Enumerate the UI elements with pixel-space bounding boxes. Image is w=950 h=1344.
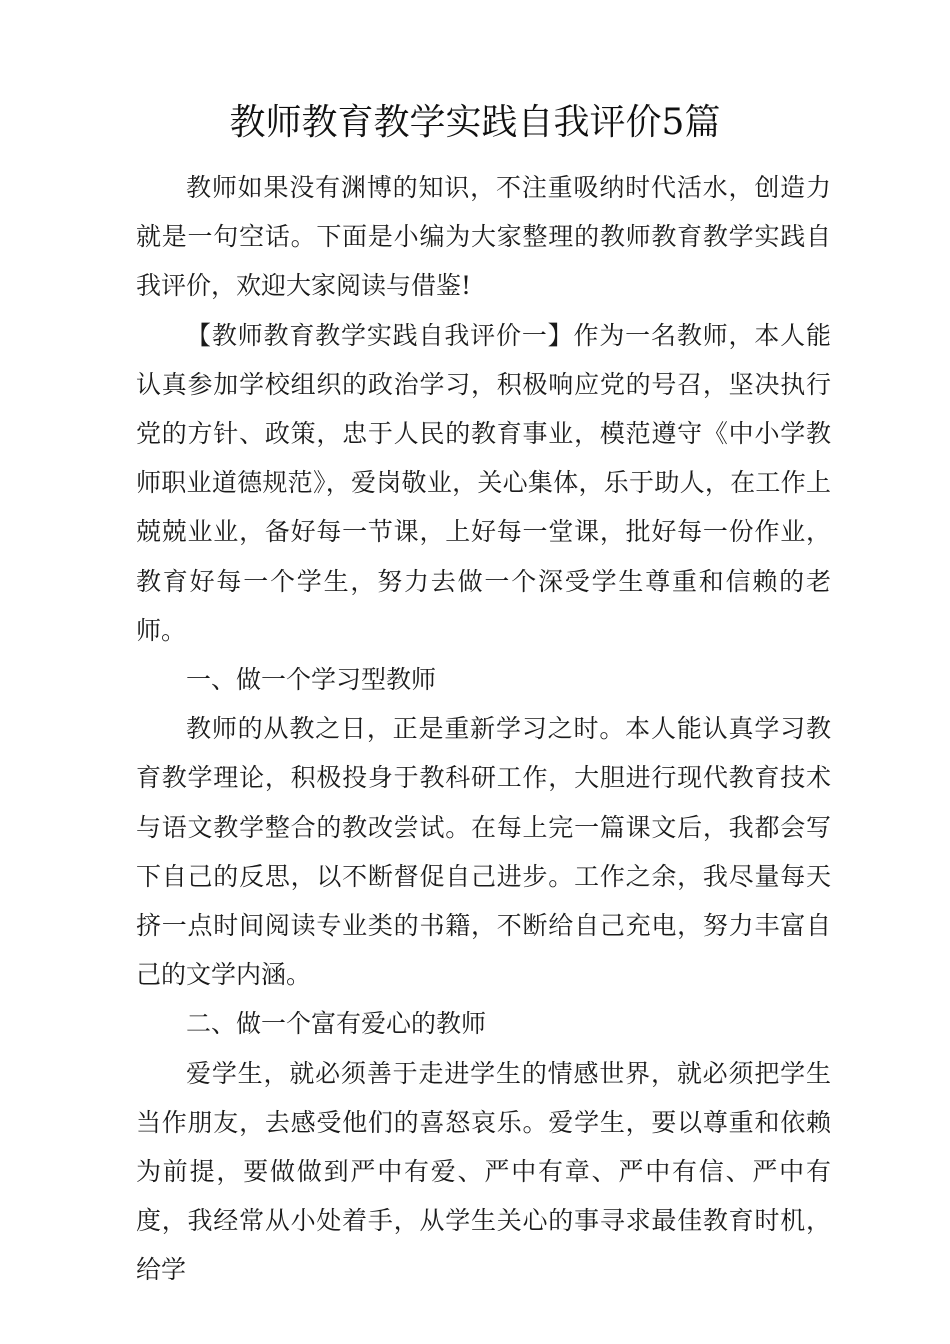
section-heading-learning-teacher: 一、做一个学习型教师 — [186, 665, 437, 695]
intro-paragraph: 教师如果没有渊博的知识，不注重吸纳时代活水，创造力就是一句空话。下面是小编为大家整理的教师教育教学实践自我评价，欢迎大家阅读与借鉴! — [136, 173, 831, 301]
document-title: 教师教育教学实践自我评价5篇 — [229, 102, 721, 143]
document-body — [136, 163, 831, 1295]
learning-teacher-paragraph: 教师的从教之日，正是重新学习之时。本人能认真学习教育教学理论，积极投身于教科研工作，大胆进行现代教育技术与语文教学整合的教改尝试。在每上完一篇课文后，我都会写下自己的反思，以不断督促自己进步。工作之余，我尽量每天挤一点时间阅读专业类的书籍，不断给自己充电，努力丰富自己的文学内涵。 — [136, 714, 831, 990]
evaluation-one-paragraph: 【教师教育教学实践自我评价一】作为一名教师，本人能认真参加学校组织的政治学习，积极响应党的号召，坚决执行党的方针、政策，忠于人民的教育事业，模范遵守《中小学教师职业道德规范》，爱岗敬业，关心集体，乐于助人，在工作上兢兢业业，备好每一节课，上好每一堂课，批好每一份作业，教育好每一个学生，努力去做一个深受学生尊重和信赖的老师。 — [136, 320, 831, 645]
caring-teacher-paragraph: 爱学生，就必须善于走进学生的情感世界，就必须把学生当作朋友，去感受他们的喜怒哀乐。爱学生，要以尊重和依赖为前提，要做做到严中有爱、严中有章、严中有信、严中有度，我经常从小处着手，从学生关心的事寻求最佳教育时机，给学 — [136, 1058, 831, 1285]
section-heading-caring-teacher: 二、做一个富有爱心的教师 — [186, 1009, 487, 1039]
